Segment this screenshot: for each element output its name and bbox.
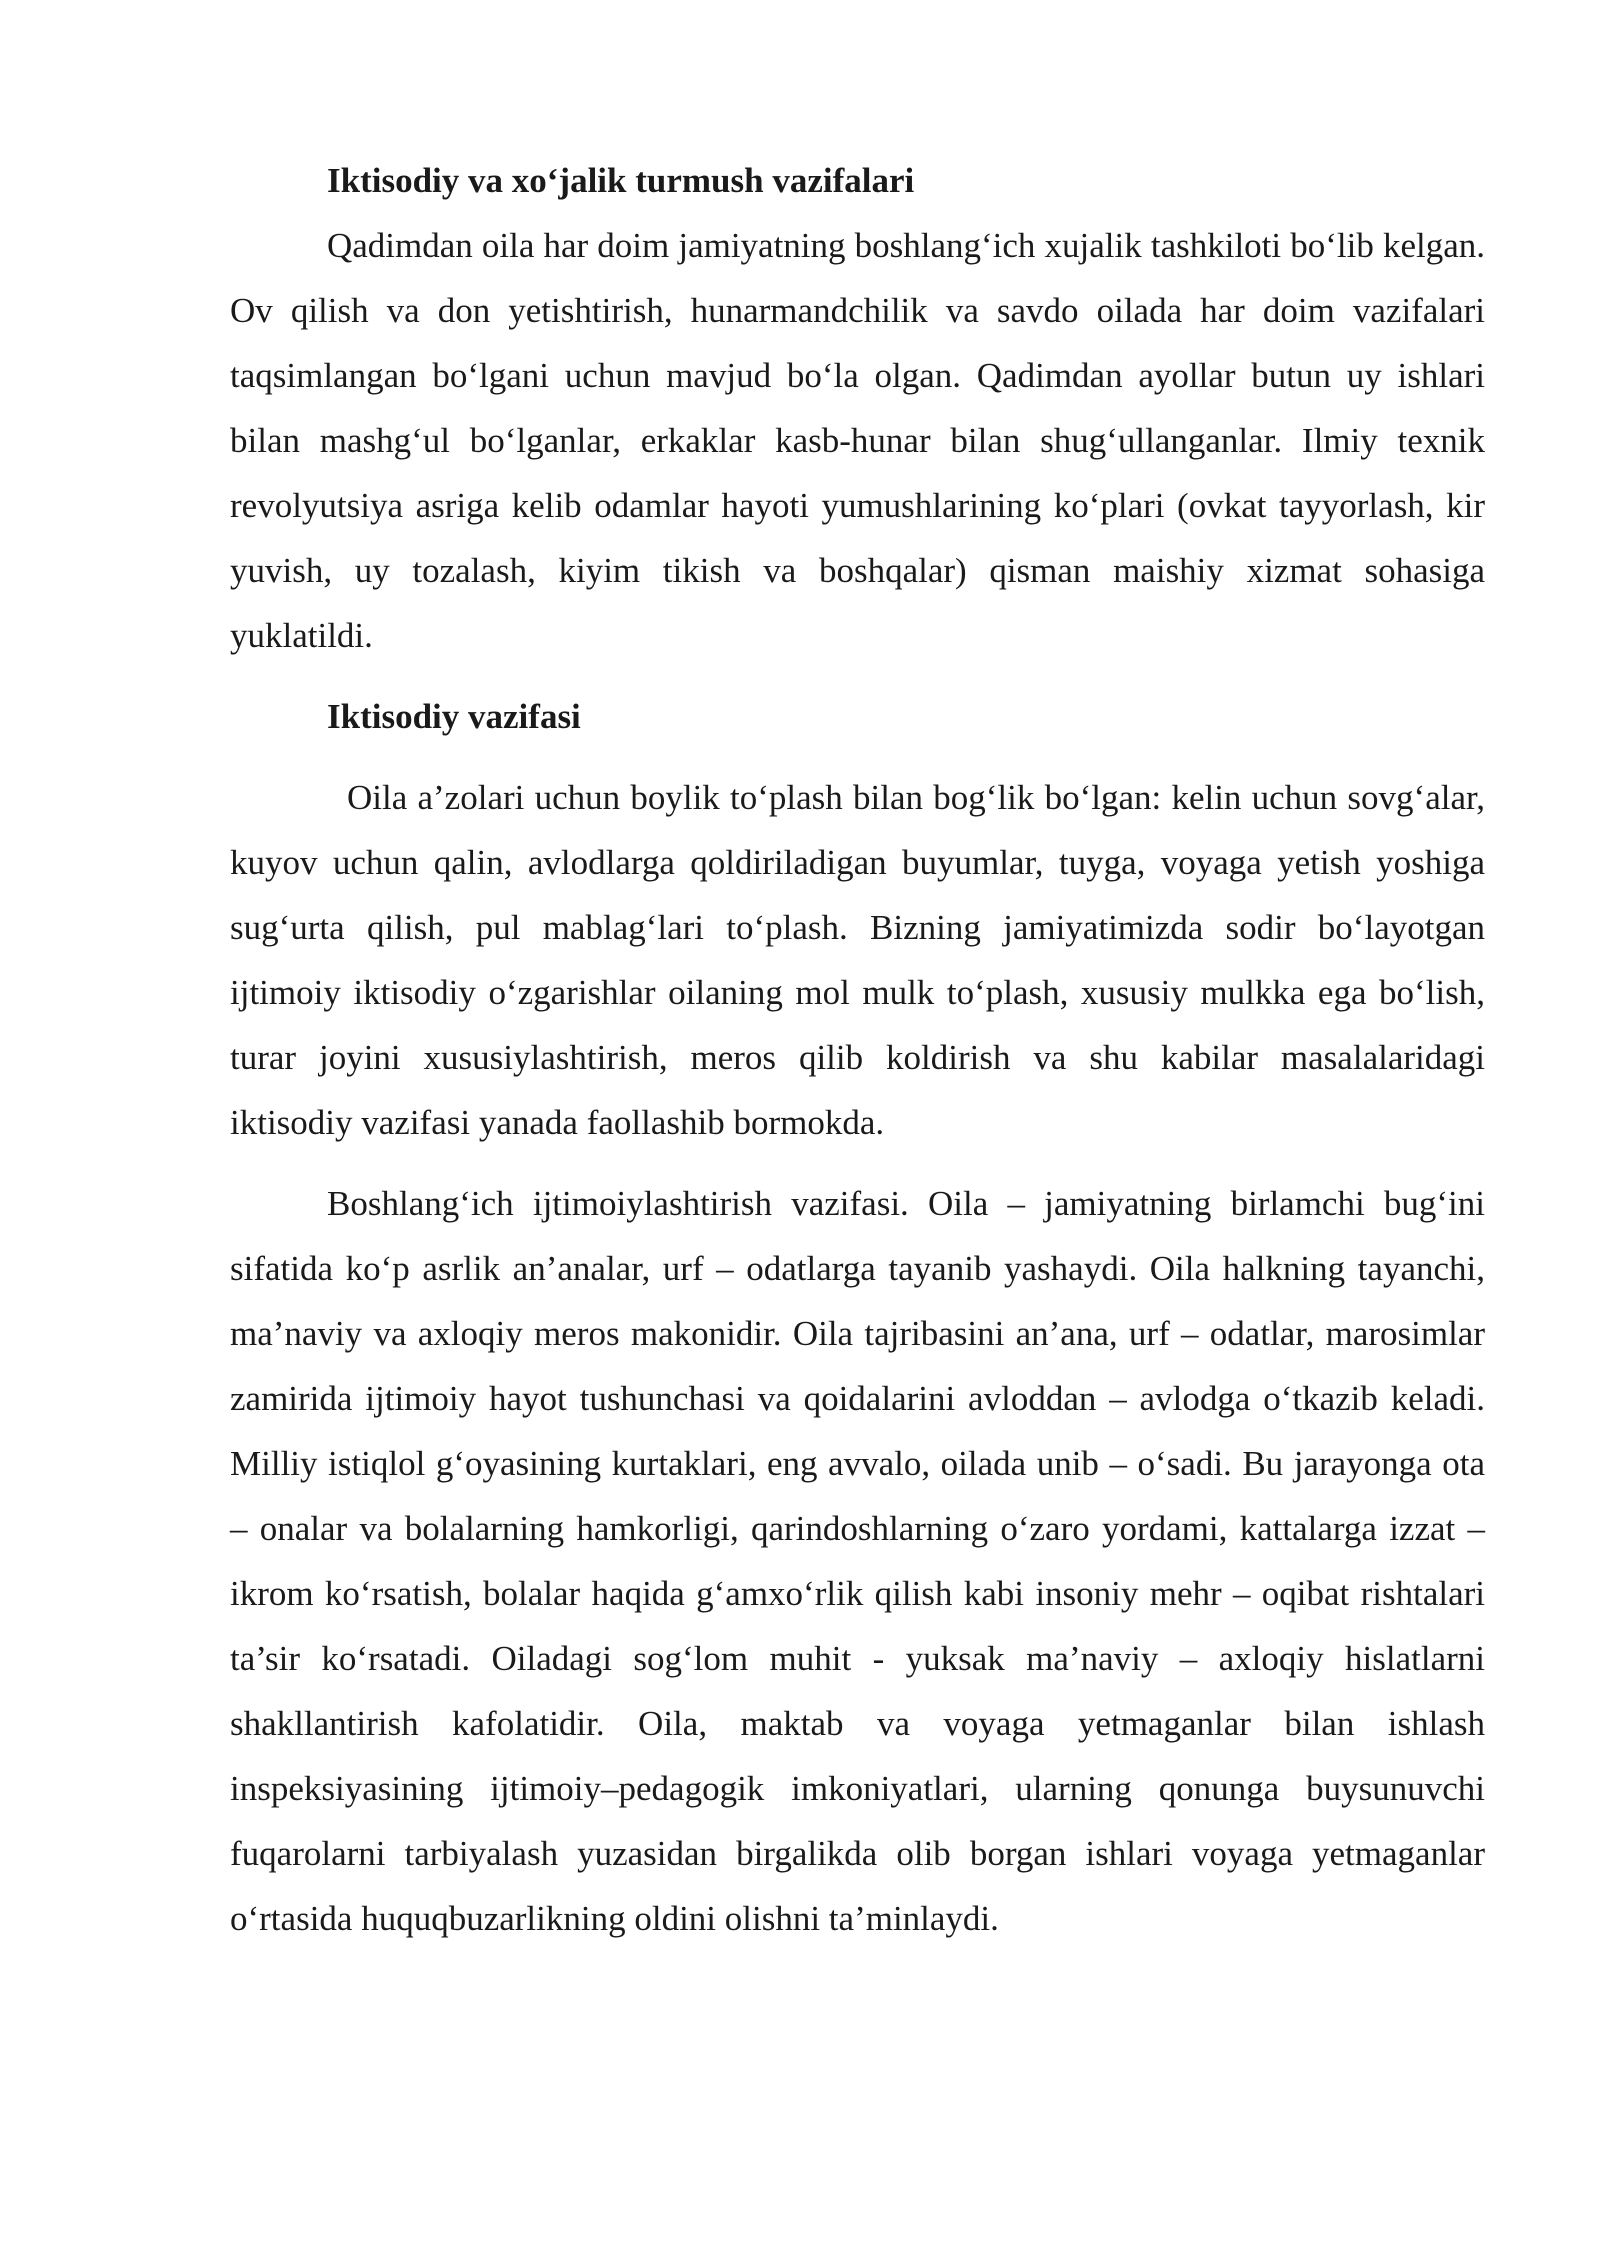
section-heading-economic-function: Iktisodiy vazifasi bbox=[327, 697, 581, 736]
section-heading-economic-household: Iktisodiy va xo‘jalik turmush vazifalari bbox=[327, 161, 915, 200]
paragraph-economic-household: Qadimdan oila har doim jamiyatning boshlang‘ich xujalik tashkiloti bo‘lib kelgan. Ov qilish va don yetishtirish, hunarmandchilik va savdo oilada har doim vazifalari taqsimlangan bo‘lgani uchun mavjud bo‘la olgan. Qadimdan ayollar butun uy ishlari bilan mashg‘ul bo‘lganlar, erkaklar kasb-hunar bilan shug‘ullanganlar. Ilmiy texnik revolyutsiya asriga kelib odamlar hayoti yumushlarining ko‘plari (ovkat tayyorlash, kir yuvish, uy tozalash, kiyim tikish va boshqalar) qisman maishiy xizmat sohasiga yuklatildi. bbox=[230, 226, 1485, 655]
paragraph-primary-socialization: Boshlang‘ich ijtimoiylashtirish vazifasi. Oila – jamiyatning birlamchi bug‘ini sifatida ko‘p asrlik an’analar, urf – odatlarga tayanib yashaydi. Oila halkning tayanchi, ma’naviy va axloqiy meros makonidir. Oila tajribasini an’ana, urf – odatlar, marosimlar zamirida ijtimoiy hayot tushunchasi va qoidalarini avloddan – avlodga o‘tkazib keladi. Milliy istiqlol g‘oyasining kurtaklari, eng avvalo, oilada unib – o‘sadi. Bu jarayonga ota – onalar va bolalarning hamkorligi, qarindoshlarning o‘zaro yordami, kattalarga izzat – ikrom ko‘rsatish, bolalar haqida g‘amxo‘rlik qilish kabi insoniy mehr – oqibat rishtalari ta’sir ko‘rsatadi. Oiladagi sog‘lom muhit - yuksak ma’naviy – axloqiy hislatlarni shakllantirish kafolatidir. Oila, maktab va voyaga yetmaganlar bilan ishlash inspeksiyasining ijtimoiy–pedagogik imkoniyatlari, ularning qonunga buysunuvchi fuqarolarni tarbiyalash yuzasidan birgalikda olib borgan ishlari voyaga yetmaganlar o‘rtasida huquqbuzarlikning oldini olishni ta’minlaydi. bbox=[230, 1184, 1485, 1938]
document-body bbox=[230, 148, 1485, 1951]
paragraph-economic-function: Oila a’zolari uchun boylik to‘plash bilan bog‘lik bo‘lgan: kelin uchun sovg‘alar, kuyov uchun qalin, avlodlarga qoldiriladigan buyumlar, tuyga, voyaga yetish yoshiga sug‘urta qilish, pul mablag‘lari to‘plash. Bizning jamiyatimizda sodir bo‘layotgan ijtimoiy iktisodiy o‘zgarishlar oilaning mol mulk to‘plash, xususiy mulkka ega bo‘lish, turar joyini xususiylashtirish, meros qilib koldirish va shu kabilar masalalaridagi iktisodiy vazifasi yanada faollashib bormokda. bbox=[230, 778, 1485, 1142]
